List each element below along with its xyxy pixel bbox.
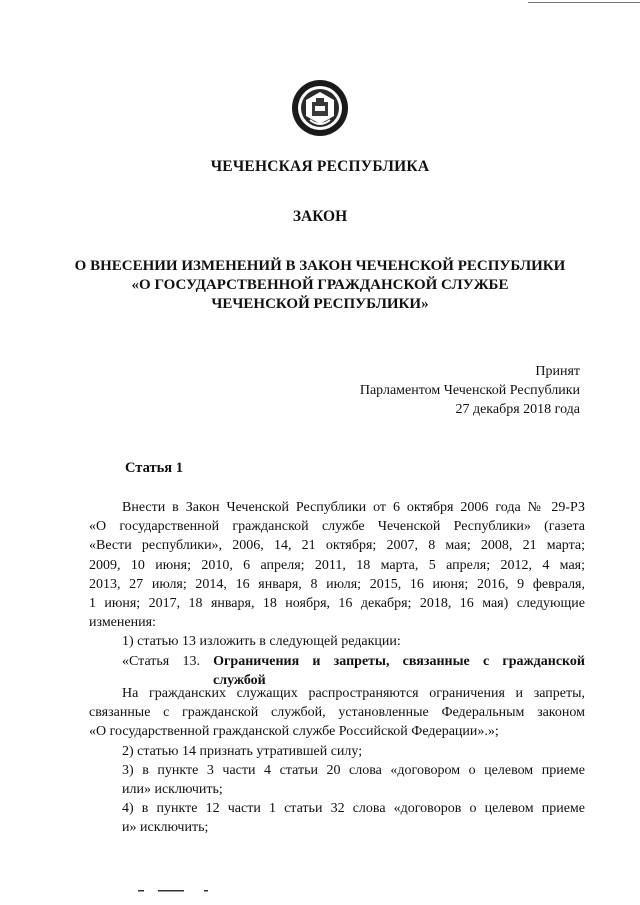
quoted-article-heading xyxy=(89,652,585,671)
text-line: 2009, 10 июня; 2010, 6 апреля; 2011, 18 марта, 5 апреля; 2012, 4 мая; xyxy=(89,557,585,573)
text-line: «О государственной гражданской службе Чеченской Республики» (газета xyxy=(89,519,585,535)
adoption-line: Парламентом Чеченской Республики xyxy=(359,383,580,398)
list-item: 3) в пункте 3 части 4 статьи 20 слова «договором о целевом приеме xyxy=(122,762,585,778)
article-body xyxy=(89,498,585,690)
quoted-article-title-cont: службой xyxy=(213,672,266,688)
quoted-article-number: «Статья 13. xyxy=(122,653,200,669)
list-item: 4) в пункте 12 части 1 статьи 32 слова «договоров о целевом приеме xyxy=(122,801,585,817)
text-line: связанные с гражданской службой, установленные Федеральным законом xyxy=(89,705,585,721)
text-line: 2013, 27 июля; 2014, 16 января, 8 июля; 2015, 16 июня; 2016, 9 февраля, xyxy=(89,576,585,592)
law-title-line: ЧЕЧЕНСКОЙ РЕСПУБЛИКИ» xyxy=(211,296,429,312)
text-line: изменения: xyxy=(89,615,156,631)
page-bottom-marks xyxy=(138,888,228,894)
law-title-line: «О ГОСУДАРСТВЕННОЙ ГРАЖДАНСКОЙ СЛУЖБЕ xyxy=(131,277,509,293)
article-heading: Статья 1 xyxy=(125,460,183,476)
document-type: ЗАКОН xyxy=(292,208,348,225)
adoption-line: Принят xyxy=(535,364,580,379)
text-line: На гражданских служащих распространяются ограничения и запреты, xyxy=(122,686,585,701)
text-line: «Вести республики», 2006, 14, 21 октября; 2007, 8 мая; 2008, 21 марта; xyxy=(89,538,585,554)
law-title-line: О ВНЕСЕНИИ ИЗМЕНЕНИЙ В ЗАКОН ЧЕЧЕНСКОЙ РЕСПУБЛИКИ xyxy=(74,258,566,274)
list-item: 1) статью 13 изложить в следующей редакции: xyxy=(122,634,401,650)
coat-of-arms-icon xyxy=(290,78,350,138)
top-rule xyxy=(528,2,640,3)
text-line: «О государственной гражданской службе Российской Федерации».»; xyxy=(89,724,499,740)
text-line: 1 июня; 2017, 18 января, 18 ноября, 16 декабря; 2018, 16 мая) следующие xyxy=(89,596,585,612)
list-item-cont: или» исключить; xyxy=(122,782,223,798)
text-line: Внести в Закон Чеченской Республики от 6 октября 2006 года № 29-РЗ xyxy=(122,500,585,515)
quoted-article-title: Ограничения и запреты, связанные с гражданской xyxy=(213,653,585,669)
adoption-block xyxy=(360,362,580,419)
list-item: 2) статью 14 признать утратившей силу; xyxy=(122,743,363,759)
list-item-cont: и» исключить; xyxy=(122,820,209,836)
article-body-cont xyxy=(89,684,585,838)
law-title xyxy=(0,257,640,314)
adoption-date: 27 декабря 2018 года xyxy=(455,402,580,417)
republic-name: ЧЕЧЕНСКАЯ РЕСПУБЛИКА xyxy=(210,158,430,175)
